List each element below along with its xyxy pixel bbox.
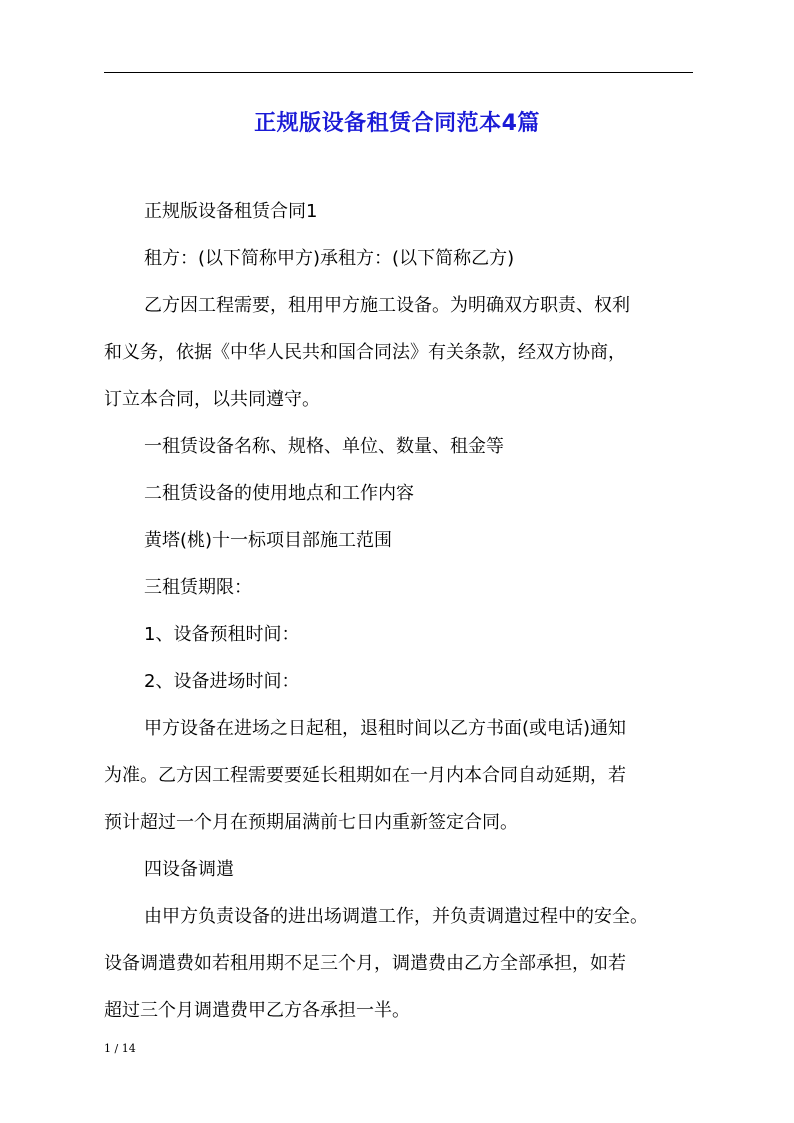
header-rule bbox=[104, 72, 693, 73]
paragraph-line: 乙方因工程需要，租用甲方施工设备。为明确双方职责、权利 bbox=[144, 295, 630, 316]
paragraph-line: 超过三个月调遣费甲乙方各承担一半。 bbox=[104, 1000, 410, 1021]
list-item: 2、设备进场时间： bbox=[144, 671, 300, 692]
clause-heading: 一租赁设备名称、规格、单位、数量、租金等 bbox=[144, 436, 504, 457]
paragraph-line: 为准。乙方因工程需要要延长租期如在一月内本合同自动延期，若 bbox=[104, 765, 626, 786]
list-item: 1、设备预租时间： bbox=[144, 624, 300, 645]
paragraph-line: 订立本合同，以共同遵守。 bbox=[104, 389, 320, 410]
clause-heading: 四设备调遣 bbox=[144, 859, 234, 880]
parties-line: 租方：(以下简称甲方)承租方：(以下简称乙方) bbox=[144, 248, 515, 269]
paragraph-line: 和义务，依据《中华人民共和国合同法》有关条款，经双方协商， bbox=[104, 342, 626, 363]
paragraph-line: 预计超过一个月在预期届满前七日内重新签定合同。 bbox=[104, 812, 518, 833]
paragraph-line: 设备调遣费如若租用期不足三个月，调遣费由乙方全部承担，如若 bbox=[104, 953, 626, 974]
clause-heading: 二租赁设备的使用地点和工作内容 bbox=[144, 483, 414, 504]
paragraph-line: 甲方设备在进场之日起租，退租时间以乙方书面(或电话)通知 bbox=[144, 718, 627, 739]
document-title: 正规版设备租赁合同范本4篇 bbox=[254, 111, 540, 136]
paragraph-line: 由甲方负责设备的进出场调遣工作，并负责调遣过程中的安全。 bbox=[144, 906, 648, 927]
clause-heading: 三租赁期限： bbox=[144, 577, 252, 598]
paragraph-line: 黄塔(桃)十一标项目部施工范围 bbox=[144, 530, 393, 551]
section-heading: 正规版设备租赁合同1 bbox=[144, 201, 318, 222]
document-body bbox=[104, 188, 704, 1034]
page-number: 1 / 14 bbox=[104, 1042, 136, 1055]
